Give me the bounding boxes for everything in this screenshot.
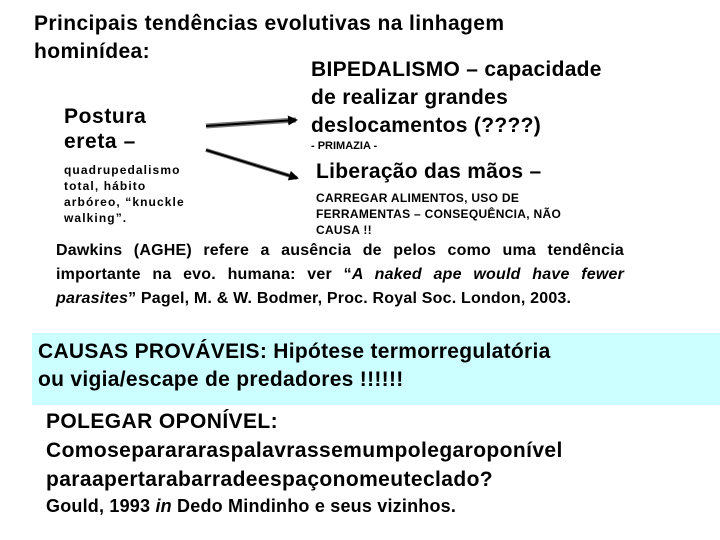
title-line-1: Principais tendências evolutivas na linhagem xyxy=(34,12,505,35)
dawkins-italic-title: A naked ape would have fewer parasites xyxy=(56,266,625,307)
carregar-line: FERRAMENTAS – CONSEQUÊNCIA, NÃO xyxy=(316,207,562,221)
gould-author: Gould, 1993 xyxy=(46,496,156,516)
bipedal-line: BIPEDALISMO – capacidade xyxy=(311,58,602,81)
dawkins-reference: ” Pagel, M. & W. Bodmer, Proc. Royal Soc. London, 2003. xyxy=(128,290,572,307)
carregar-note xyxy=(316,190,561,238)
bipedal-line: deslocamentos (????) xyxy=(311,114,542,137)
postura-line-2: ereta – xyxy=(64,130,136,153)
carregar-line: CAUSA !! xyxy=(316,223,372,237)
dawkins-paragraph xyxy=(56,239,624,311)
liberacao-maos-heading: Liberação das mãos – xyxy=(316,160,542,183)
dawkins-text: Dawkins (AGHE) refere a ausência de pelos como uma tendência importante na evo. humana: ver “ xyxy=(56,242,624,283)
arrow-to-liberacao-icon xyxy=(206,150,297,178)
polegar-line-3: paraapertarabarradeespaçonomeuteclado? xyxy=(46,468,494,491)
causas-line-2: ou vigia/escape de predadores !!!!!! xyxy=(38,368,404,391)
quadru-line: quadrupedalismo xyxy=(64,163,181,177)
polegar-oponivel xyxy=(46,407,563,494)
bipedal-line: de realizar grandes xyxy=(311,86,509,109)
polegar-line-2: Comoseparararaspalavrassemumpolegaroponível xyxy=(46,439,563,462)
bipedalismo-heading xyxy=(311,56,602,140)
quadru-line: total, hábito xyxy=(64,179,147,193)
gould-reference xyxy=(46,496,456,517)
gould-in: in xyxy=(155,496,172,516)
title-line-2: hominídea: xyxy=(34,40,151,63)
primazia-label: - PRIMAZIA - xyxy=(311,140,378,152)
gould-title: Dedo Mindinho e seus vizinhos. xyxy=(171,496,457,516)
causas-line-1: CAUSAS PROVÁVEIS: Hipótese termorregulatória xyxy=(38,340,551,363)
carregar-line: CARREGAR ALIMENTOS, USO DE xyxy=(316,191,520,205)
arrow-to-bipedalismo-icon xyxy=(206,120,296,126)
quadru-line: arbóreo, “knuckle xyxy=(64,195,185,209)
postura-line-1: Postura xyxy=(64,105,147,128)
polegar-line-1: POLEGAR OPONÍVEL: xyxy=(46,410,278,433)
quadru-line: walking”. xyxy=(64,211,128,225)
causas-provaveis xyxy=(38,338,551,394)
